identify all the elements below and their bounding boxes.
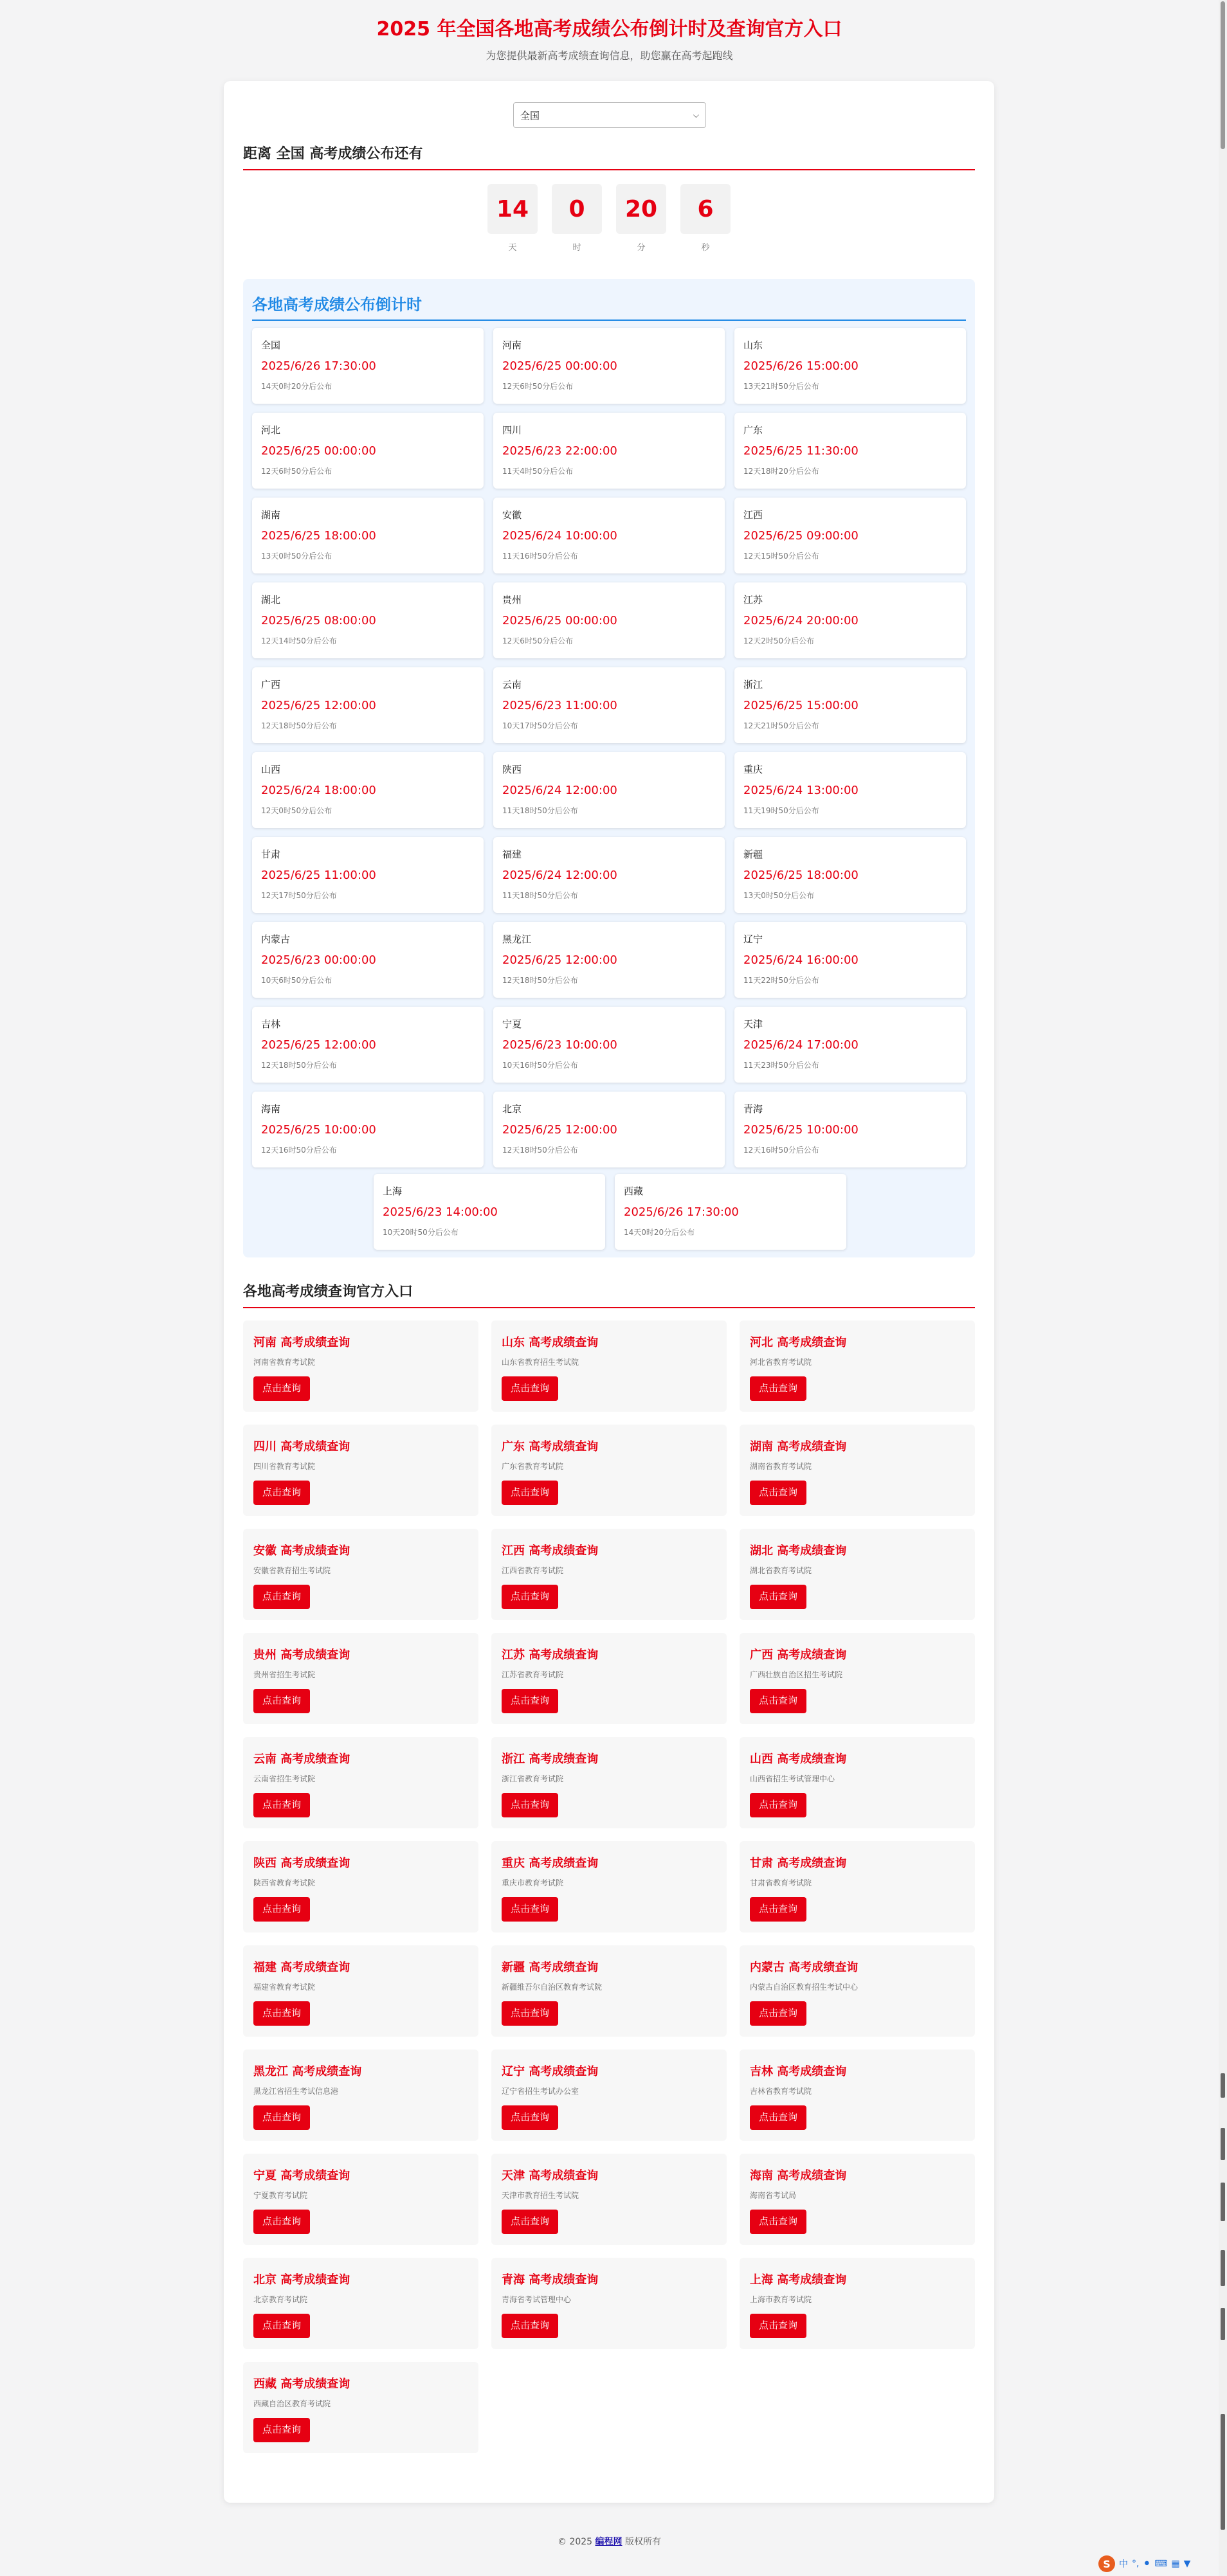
province-release-time: 2025/6/24 12:00:00: [502, 869, 617, 882]
province-remaining: 11天23时50分后公布: [743, 1061, 819, 1070]
province-card: [493, 752, 725, 828]
query-org: 安徽省教育招生考试院: [253, 1566, 331, 1575]
province-release-time: 2025/6/23 22:00:00: [502, 444, 617, 458]
province-card: [252, 752, 484, 828]
query-title: 河北 高考成绩查询: [750, 1336, 847, 1349]
scrollbar-thumb[interactable]: [1221, 1, 1225, 149]
province-card: [252, 1092, 484, 1167]
province-release-time: 2025/6/26 15:00:00: [743, 359, 859, 373]
countdown-unit: [487, 184, 538, 253]
query-title: 北京 高考成绩查询: [253, 2273, 350, 2287]
query-org: 天津市教育招生考试院: [502, 2191, 579, 2200]
province-name: 海南: [261, 1103, 281, 1115]
query-org: 山东省教育招生考试院: [502, 1358, 579, 1367]
query-button[interactable]: 点击查询: [253, 2001, 310, 2026]
footer-suffix: 版权所有: [622, 2537, 661, 2547]
province-remaining: 12天14时50分后公布: [261, 636, 337, 645]
province-release-time: 2025/6/24 16:00:00: [743, 953, 859, 967]
query-button[interactable]: 点击查询: [502, 1585, 558, 1609]
province-card: [252, 498, 484, 573]
countdown-unit: [680, 184, 731, 253]
province-name: 四川: [502, 424, 522, 436]
query-button[interactable]: 点击查询: [253, 2418, 310, 2442]
query-title: 宁夏 高考成绩查询: [253, 2169, 350, 2183]
province-remaining: 11天18时50分后公布: [502, 806, 578, 815]
province-name: 云南: [502, 679, 522, 690]
province-remaining: 12天6时50分后公布: [502, 636, 574, 645]
province-release-time: 2025/6/25 12:00:00: [261, 699, 376, 712]
province-release-time: 2025/6/25 15:00:00: [743, 699, 859, 712]
province-remaining: 14天0时20分后公布: [261, 382, 332, 391]
chevron-down-icon: ⌵: [693, 110, 699, 120]
province-card: [493, 1092, 725, 1167]
query-card: [243, 1529, 478, 1620]
province-remaining: 12天18时50分后公布: [261, 1061, 337, 1070]
query-org: 浙江省教育考试院: [502, 1774, 564, 1783]
query-card: [243, 2154, 478, 2245]
province-name: 天津: [743, 1018, 763, 1030]
page-scrollbar[interactable]: [1219, 0, 1227, 2576]
scroll-marker: [1221, 2183, 1225, 2221]
query-card: [740, 1529, 975, 1620]
countdown-label: 分: [637, 243, 646, 253]
province-name: 福建: [502, 849, 522, 860]
province-card: [374, 1174, 605, 1250]
province-remaining: 12天6时50分后公布: [261, 467, 332, 476]
province-grid: [252, 328, 966, 1167]
province-card: [615, 1174, 846, 1250]
province-release-time: 2025/6/25 00:00:00: [502, 614, 617, 627]
countdown-unit: [616, 184, 666, 253]
query-title: 西藏 高考成绩查询: [253, 2377, 350, 2391]
query-button[interactable]: 点击查询: [502, 1689, 558, 1713]
query-button[interactable]: 点击查询: [750, 1689, 806, 1713]
query-button[interactable]: 点击查询: [750, 1585, 806, 1609]
query-button[interactable]: 点击查询: [502, 2001, 558, 2026]
province-card: [252, 328, 484, 404]
countdown-heading: 距离 全国 高考成绩公布还有: [243, 143, 975, 170]
province-remaining: 11天18时50分后公布: [502, 891, 578, 900]
countdown-value: 0: [552, 184, 602, 234]
page-subtitle: 为您提供最新高考成绩查询信息，助您赢在高考起跑线: [486, 50, 733, 62]
province-name: 湖南: [261, 509, 281, 521]
province-card: [252, 837, 484, 913]
province-name: 广西: [261, 679, 281, 690]
query-button[interactable]: 点击查询: [253, 2210, 310, 2234]
query-grid: [243, 1320, 975, 2453]
province-name: 贵州: [502, 594, 522, 606]
query-org: 广西壮族自治区招生考试院: [750, 1670, 843, 1679]
province-name: 广东: [743, 424, 763, 436]
province-release-time: 2025/6/24 18:00:00: [261, 784, 376, 797]
query-button[interactable]: 点击查询: [502, 2105, 558, 2130]
province-card: [493, 837, 725, 913]
query-title: 广西 高考成绩查询: [750, 1648, 847, 1662]
query-card: [740, 1425, 975, 1516]
province-release-time: 2025/6/23 14:00:00: [383, 1205, 498, 1219]
ime-punctuation-icon[interactable]: °,: [1132, 2559, 1140, 2569]
query-card: [491, 2258, 727, 2349]
query-button[interactable]: 点击查询: [750, 2314, 806, 2338]
province-card: [493, 1007, 725, 1083]
query-card: [740, 1737, 975, 1828]
province-name: 安徽: [502, 509, 522, 521]
query-org: 吉林省教育考试院: [750, 2087, 812, 2096]
query-org: 重庆市教育考试院: [502, 1878, 564, 1887]
query-button[interactable]: 点击查询: [750, 2210, 806, 2234]
province-card: [493, 582, 725, 658]
query-title: 湖北 高考成绩查询: [750, 1544, 847, 1558]
province-release-time: 2025/6/25 11:00:00: [261, 869, 376, 882]
province-release-time: 2025/6/25 00:00:00: [502, 359, 617, 373]
countdown-value: 6: [680, 184, 731, 234]
footer-prefix: © 2025: [558, 2537, 595, 2547]
province-release-time: 2025/6/24 12:00:00: [502, 784, 617, 797]
query-card: [740, 2049, 975, 2141]
province-name: 重庆: [743, 764, 763, 775]
query-title: 陕西 高考成绩查询: [253, 1857, 350, 1870]
province-name: 河北: [261, 424, 281, 436]
province-name: 西藏: [624, 1185, 644, 1197]
query-card: [243, 2258, 478, 2349]
province-name: 上海: [383, 1185, 403, 1197]
query-org: 江苏省教育考试院: [502, 1670, 564, 1679]
query-org: 新疆维吾尔自治区教育考试院: [502, 1983, 603, 1992]
query-card: [740, 1945, 975, 2037]
province-release-time: 2025/6/24 20:00:00: [743, 614, 859, 627]
query-title: 内蒙古 高考成绩查询: [750, 1961, 859, 1974]
province-grid-last-row: [374, 1174, 846, 1250]
footer-link[interactable]: 编程网: [595, 2537, 623, 2547]
province-name: 北京: [502, 1103, 522, 1115]
province-name: 新疆: [743, 849, 763, 860]
query-title: 山东 高考成绩查询: [502, 1336, 599, 1349]
province-name: 河南: [502, 339, 522, 351]
query-card: [491, 2154, 727, 2245]
query-org: 辽宁省招生考试办公室: [502, 2087, 579, 2096]
province-release-time: 2025/6/25 12:00:00: [502, 953, 617, 967]
query-card: [243, 1320, 478, 1412]
query-button[interactable]: 点击查询: [253, 2314, 310, 2338]
province-remaining: 12天18时50分后公布: [502, 976, 578, 985]
province-card: [493, 328, 725, 404]
ime-skin-icon[interactable]: ▦: [1171, 2559, 1180, 2569]
province-card: [734, 837, 966, 913]
query-card: [740, 1633, 975, 1724]
query-button[interactable]: 点击查询: [502, 1376, 558, 1401]
query-button[interactable]: 点击查询: [750, 2001, 806, 2026]
province-remaining: 12天6时50分后公布: [502, 382, 574, 391]
province-card: [252, 582, 484, 658]
query-org: 福建省教育考试院: [253, 1983, 316, 1992]
province-release-time: 2025/6/25 12:00:00: [261, 1038, 376, 1052]
query-card: [243, 1945, 478, 2037]
query-org: 广东省教育考试院: [502, 1462, 564, 1471]
query-card: [491, 1529, 727, 1620]
query-button[interactable]: 点击查询: [253, 1376, 310, 1401]
province-name: 辽宁: [743, 933, 763, 945]
province-remaining: 11天22时50分后公布: [743, 976, 819, 985]
province-release-time: 2025/6/23 10:00:00: [502, 1038, 617, 1052]
countdown-label: 时: [572, 243, 581, 253]
scroll-marker: [1221, 2308, 1225, 2340]
query-button[interactable]: 点击查询: [253, 1585, 310, 1609]
province-card: [493, 498, 725, 573]
countdown-label: 天: [508, 243, 517, 253]
countdown-timer: [224, 184, 994, 253]
province-remaining: 13天0时50分后公布: [261, 552, 332, 561]
province-card: [734, 667, 966, 743]
scroll-marker: [1221, 2073, 1225, 2098]
province-card: [493, 922, 725, 998]
province-name: 山西: [261, 764, 281, 775]
query-button[interactable]: 点击查询: [253, 2105, 310, 2130]
scroll-marker: [1221, 2128, 1225, 2160]
query-title: 甘肃 高考成绩查询: [750, 1857, 847, 1870]
province-remaining: 12天2时50分后公布: [743, 636, 815, 645]
query-title: 新疆 高考成绩查询: [502, 1961, 599, 1974]
query-card: [243, 1633, 478, 1724]
province-countdown-panel: [243, 279, 975, 1257]
query-button[interactable]: 点击查询: [253, 1689, 310, 1713]
query-org: 湖北省教育考试院: [750, 1566, 812, 1575]
province-remaining: 12天15时50分后公布: [743, 552, 819, 561]
query-card: [243, 1425, 478, 1516]
query-org: 宁夏教育考试院: [253, 2191, 308, 2200]
province-remaining: 11天4时50分后公布: [502, 467, 574, 476]
footer: [0, 2535, 1219, 2548]
scroll-marker: [1221, 2250, 1225, 2286]
query-title: 安徽 高考成绩查询: [253, 1544, 350, 1558]
province-name: 全国: [261, 339, 281, 351]
ime-logo-icon[interactable]: S: [1098, 2555, 1115, 2572]
query-title: 四川 高考成绩查询: [253, 1440, 350, 1454]
province-name: 湖北: [261, 594, 281, 606]
province-release-time: 2025/6/25 00:00:00: [261, 444, 376, 458]
query-card: [491, 2049, 727, 2141]
main-container: [224, 81, 994, 2503]
province-name: 江苏: [743, 594, 763, 606]
query-card: [243, 1841, 478, 1932]
province-remaining: 12天17时50分后公布: [261, 891, 337, 900]
countdown-unit: [552, 184, 602, 253]
query-button[interactable]: 点击查询: [253, 1897, 310, 1922]
province-card: [734, 413, 966, 489]
province-remaining: 11天19时50分后公布: [743, 806, 819, 815]
countdown-value: 20: [616, 184, 666, 234]
query-org: 四川省教育考试院: [253, 1462, 316, 1471]
province-remaining: 12天16时50分后公布: [743, 1146, 819, 1155]
province-card: [252, 1007, 484, 1083]
province-card: [734, 328, 966, 404]
query-title: 广东 高考成绩查询: [502, 1440, 599, 1454]
province-release-time: 2025/6/25 11:30:00: [743, 444, 859, 458]
query-org: 云南省招生考试院: [253, 1774, 316, 1783]
query-button[interactable]: 点击查询: [253, 1793, 310, 1817]
province-remaining: 10天17时50分后公布: [502, 721, 578, 730]
query-card: [491, 1841, 727, 1932]
province-name: 青海: [743, 1103, 763, 1115]
province-card: [734, 922, 966, 998]
province-name: 黑龙江: [502, 933, 532, 945]
countdown-label: 秒: [701, 243, 710, 253]
ime-keyboard-icon[interactable]: ⌨: [1154, 2559, 1168, 2569]
province-remaining: 12天18时50分后公布: [261, 721, 337, 730]
province-release-time: 2025/6/26 17:30:00: [624, 1205, 739, 1219]
query-org: 贵州省招生考试院: [253, 1670, 316, 1679]
query-heading: 各地高考成绩查询官方入口: [243, 1281, 975, 1308]
query-card: [243, 1737, 478, 1828]
query-button[interactable]: 点击查询: [750, 2105, 806, 2130]
query-title: 天津 高考成绩查询: [502, 2169, 599, 2183]
province-card: [734, 1007, 966, 1083]
query-title: 海南 高考成绩查询: [750, 2169, 847, 2183]
province-remaining: 12天0时50分后公布: [261, 806, 332, 815]
query-org: 湖南省教育考试院: [750, 1462, 812, 1471]
query-title: 湖南 高考成绩查询: [750, 1440, 847, 1454]
query-title: 贵州 高考成绩查询: [253, 1648, 350, 1662]
province-remaining: 13天0时50分后公布: [743, 891, 815, 900]
province-remaining: 12天18时50分后公布: [502, 1146, 578, 1155]
query-org: 北京教育考试院: [253, 2295, 308, 2304]
query-org: 青海省考试管理中心: [502, 2295, 572, 2304]
query-org: 河南省教育考试院: [253, 1358, 316, 1367]
province-release-time: 2025/6/23 11:00:00: [502, 699, 617, 712]
province-remaining: 13天21时50分后公布: [743, 382, 819, 391]
province-card: [252, 667, 484, 743]
province-card: [493, 667, 725, 743]
query-button[interactable]: 点击查询: [750, 1897, 806, 1922]
province-release-time: 2025/6/25 18:00:00: [261, 529, 376, 543]
query-card: [740, 2258, 975, 2349]
query-card: [243, 2049, 478, 2141]
query-title: 河南 高考成绩查询: [253, 1336, 350, 1349]
province-name: 江西: [743, 509, 763, 521]
province-card: [252, 922, 484, 998]
query-title: 福建 高考成绩查询: [253, 1961, 350, 1974]
page-title: 2025 年全国各地高考成绩公布倒计时及查询官方入口: [376, 18, 842, 41]
query-org: 江西省教育考试院: [502, 1566, 564, 1575]
province-name: 内蒙古: [261, 933, 291, 945]
province-card: [734, 1092, 966, 1167]
query-org: 甘肃省教育考试院: [750, 1878, 812, 1887]
ime-toolbar[interactable]: [1098, 2553, 1190, 2574]
panel-title: 各地高考成绩公布倒计时: [252, 292, 966, 321]
query-title: 浙江 高考成绩查询: [502, 1752, 599, 1766]
query-card: [740, 1841, 975, 1932]
province-name: 甘肃: [261, 849, 281, 860]
province-remaining: 12天16时50分后公布: [261, 1146, 337, 1155]
query-card: [491, 1425, 727, 1516]
province-remaining: 11天16时50分后公布: [502, 552, 578, 561]
ime-menu-icon[interactable]: ▼: [1183, 2559, 1191, 2569]
query-title: 江西 高考成绩查询: [502, 1544, 599, 1558]
province-remaining: 10天16时50分后公布: [502, 1061, 578, 1070]
query-title: 青海 高考成绩查询: [502, 2273, 599, 2287]
query-title: 重庆 高考成绩查询: [502, 1857, 599, 1870]
province-remaining: 10天20时50分后公布: [383, 1228, 459, 1237]
province-release-time: 2025/6/25 09:00:00: [743, 529, 859, 543]
query-org: 黑龙江省招生考试信息港: [253, 2087, 339, 2096]
province-card: [493, 413, 725, 489]
province-card: [734, 582, 966, 658]
province-name: 陕西: [502, 764, 522, 775]
ime-voice-icon[interactable]: ⚫: [1143, 2559, 1151, 2569]
query-card: [491, 1633, 727, 1724]
region-select-value: 全国: [520, 109, 540, 122]
province-release-time: 2025/6/25 10:00:00: [743, 1123, 859, 1137]
province-remaining: 10天6时50分后公布: [261, 976, 332, 985]
query-org: 河北省教育考试院: [750, 1358, 812, 1367]
query-button[interactable]: 点击查询: [750, 1793, 806, 1817]
query-title: 上海 高考成绩查询: [750, 2273, 847, 2287]
province-name: 山东: [743, 339, 763, 351]
ime-mode-label[interactable]: 中: [1119, 2559, 1128, 2570]
province-name: 吉林: [261, 1018, 281, 1030]
province-release-time: 2025/6/25 18:00:00: [743, 869, 859, 882]
query-org: 山西省招生考试管理中心: [750, 1774, 835, 1783]
query-card: [491, 1945, 727, 2037]
query-button[interactable]: 点击查询: [750, 1481, 806, 1505]
query-title: 黑龙江 高考成绩查询: [253, 2065, 362, 2078]
query-org: 海南省考试局: [750, 2191, 797, 2200]
province-card: [734, 498, 966, 573]
query-title: 山西 高考成绩查询: [750, 1752, 847, 1766]
province-name: 浙江: [743, 679, 763, 690]
query-org: 上海市教育考试院: [750, 2295, 812, 2304]
scroll-marker: [1221, 2414, 1225, 2530]
query-card: [491, 1320, 727, 1412]
query-card: [740, 2154, 975, 2245]
province-release-time: 2025/6/24 13:00:00: [743, 784, 859, 797]
query-button[interactable]: 点击查询: [502, 2314, 558, 2338]
query-card: [243, 2362, 478, 2453]
query-card: [740, 1320, 975, 1412]
province-release-time: 2025/6/23 00:00:00: [261, 953, 376, 967]
province-card: [734, 752, 966, 828]
province-remaining: 12天18时20分后公布: [743, 467, 819, 476]
province-remaining: 12天21时50分后公布: [743, 721, 819, 730]
region-select[interactable]: [513, 102, 706, 128]
query-button[interactable]: 点击查询: [502, 1897, 558, 1922]
province-release-time: 2025/6/25 08:00:00: [261, 614, 376, 627]
province-remaining: 14天0时20分后公布: [624, 1228, 695, 1237]
query-org: 内蒙古自治区教育招生考试中心: [750, 1983, 859, 1992]
query-card: [491, 1737, 727, 1828]
province-release-time: 2025/6/25 12:00:00: [502, 1123, 617, 1137]
query-title: 吉林 高考成绩查询: [750, 2065, 847, 2078]
query-title: 辽宁 高考成绩查询: [502, 2065, 599, 2078]
query-button[interactable]: 点击查询: [502, 1481, 558, 1505]
query-title: 云南 高考成绩查询: [253, 1752, 350, 1766]
province-card: [252, 413, 484, 489]
query-button[interactable]: 点击查询: [750, 1376, 806, 1401]
province-release-time: 2025/6/24 17:00:00: [743, 1038, 859, 1052]
province-name: 宁夏: [502, 1018, 522, 1030]
query-org: 陕西省教育考试院: [253, 1878, 316, 1887]
query-button[interactable]: 点击查询: [502, 2210, 558, 2234]
countdown-value: 14: [487, 184, 538, 234]
query-title: 江苏 高考成绩查询: [502, 1648, 599, 1662]
query-org: 西藏自治区教育考试院: [253, 2399, 331, 2408]
province-release-time: 2025/6/25 10:00:00: [261, 1123, 376, 1137]
query-button[interactable]: 点击查询: [502, 1793, 558, 1817]
province-release-time: 2025/6/26 17:30:00: [261, 359, 376, 373]
query-button[interactable]: 点击查询: [253, 1481, 310, 1505]
province-release-time: 2025/6/24 10:00:00: [502, 529, 617, 543]
